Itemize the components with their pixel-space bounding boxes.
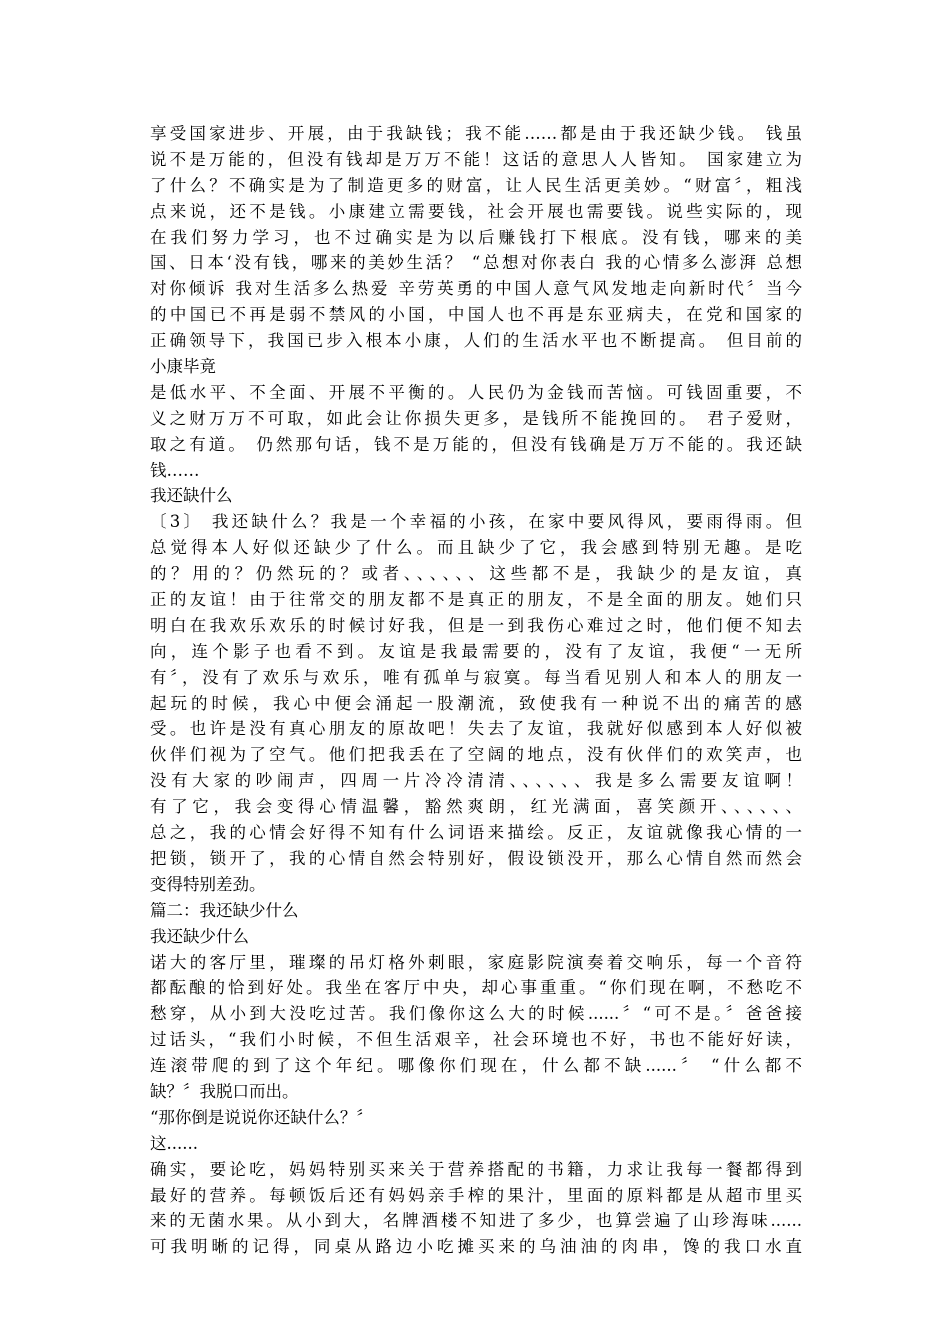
text-line: 最好的营养。每顿饭后还有妈妈亲手榨的果汁，里面的原料都是从超市里买	[150, 1185, 802, 1205]
text-line: 向，连个影子也看不到。友谊是我最需要的，没有了友谊，我便“一无所	[150, 641, 802, 661]
text-line: 了什么？不确实是为了制造更多的财富，让人民生活更美妙。“财富〞，粗浅	[150, 175, 802, 195]
text-line: 没有大家的吵闹声，四周一片冷冷清清、、、、、、我是多么需要友谊啊！	[150, 771, 802, 791]
text-line: “那你倒是说说你还缺什么？〞	[150, 1107, 373, 1127]
text-line: 正的友谊！由于往常交的朋友都不是真正的朋友，不是全面的朋友。她们只	[150, 590, 802, 610]
text-line: 是低水平、不全面、开展不平衡的。人民仍为金钱而苦恼。可钱固重要，不	[150, 382, 802, 402]
text-line: 义之财万万不可取，如此会让你损失更多，是钱所不能挽回的。 君子爱财，	[150, 408, 802, 428]
text-line: 来的无菌水果。从小到大，名牌酒楼不知进了多少，也算尝遍了山珍海味......	[150, 1211, 802, 1231]
text-line: 的中国已不再是弱不禁风的小国，中国人也不再是东亚病夫，在党和国家的	[150, 305, 802, 325]
text-line: 〔3〕 我还缺什么？我是一个幸福的小孩，在家中要风得风，要雨得雨。但	[150, 512, 802, 532]
text-line: 有了它，我会变得心情温馨，豁然爽朗，红光满面，喜笑颜开、、、、、、	[150, 797, 802, 817]
text-line: 把锁，锁开了，我的心情自然会特别好，假设锁没开，那么心情自然而然会	[150, 848, 802, 868]
text-line: 在我们努力学习，也不过确实是为以后赚钱打下根底。没有钱，哪来的美	[150, 227, 802, 247]
text-line: 总之，我的心情会好得不知有什么词语来描绘。反正，友谊就像我心情的一	[150, 823, 802, 843]
text-line: 点来说，还不是钱。小康建立需要钱，社会开展也需要钱。说些实际的，现	[150, 201, 802, 221]
text-line: 这......	[150, 1133, 198, 1153]
text-line: 都酝酿的恰到好处。我坐在客厅中央，却心事重重。“你们现在啊，不愁吃不	[150, 978, 802, 998]
text-line: 明白在我欢乐欢乐的时候讨好我，但是一到我伤心难过之时，他们便不知去	[150, 615, 802, 635]
text-line: 愁穿，从小到大没吃过苦。我们像你这么大的时候......〞“可不是。〞爸爸接	[150, 1004, 802, 1024]
text-line: 国、日本‘没有钱，哪来的美妙生活？ “总想对你表白 我的心情多么澎湃 总想	[150, 253, 802, 273]
text-line: 过话头，“我们小时候，不但生活艰辛，社会环境也不好，书也不能好好读，	[150, 1030, 802, 1050]
text-line: 确实，要论吃，妈妈特别买来关于营养搭配的书籍，力求让我每一餐都得到	[150, 1159, 802, 1179]
text-line: 变得特别差劲。	[150, 874, 266, 894]
text-line: 正确领导下，我国已步入根本小康，人们的生活水平也不断提高。 但目前的	[150, 331, 802, 351]
text-line: 连滚带爬的到了这个年纪。哪像你们现在，什么都不缺......〞 “什么都不	[150, 1056, 802, 1076]
text-line: 可我明晰的记得，同桌从路边小吃摊买来的乌油油的肉串，馋的我口水直	[150, 1237, 802, 1257]
text-line: 享受国家进步、开展，由于我缺钱；我不能……都是由于我还缺少钱。 钱虽	[150, 124, 802, 143]
text-line: 的？用的？仍然玩的？或者、、、、、、这些都不是，我缺少的是友谊，真	[150, 564, 802, 584]
text-line: 总觉得本人好似还缺少了什么。而且缺少了它，我会感到特别无趣。是吃	[150, 538, 802, 558]
text-line: 起玩的时候，我心中便会涌起一股潮流，致使我有一种说不出的痛苦的感	[150, 693, 802, 713]
document-page	[150, 121, 802, 1260]
text-line: 有〞，没有了欢乐与欢乐，唯有孤单与寂寞。每当看见别人和本人的朋友一	[150, 667, 802, 687]
text-line: 我还缺什么	[150, 486, 233, 506]
text-line: 小康毕竟	[150, 357, 216, 377]
text-line: 诺大的客厅里，璀璨的吊灯格外刺眼，家庭影院演奏着交响乐，每一个音符	[150, 952, 802, 972]
text-line: 钱……	[150, 460, 200, 480]
text-line: 对你倾诉 我对生活多么热爱 辛劳英勇的中国人意气风发地走向新时代〞当今	[150, 279, 802, 299]
text-line: 受。也许是没有真心朋友的原故吧！失去了友谊，我就好似感到本人好似被	[150, 719, 802, 739]
text-line: 缺？〞我脱口而出。	[150, 1081, 299, 1101]
text-line: 取之有道。 仍然那句话，钱不是万能的，但没有钱确是万万不能的。我还缺	[150, 434, 802, 454]
text-line: 篇二：我还缺少什么	[150, 900, 299, 920]
text-line: 我还缺少什么	[150, 926, 249, 946]
text-line: 说不是万能的，但没有钱却是万万不能！这话的意思人人皆知。 国家建立为	[150, 149, 802, 169]
text-line: 伙伴们视为了空气。他们把我丢在了空阔的地点，没有伙伴们的欢笑声，也	[150, 745, 802, 765]
